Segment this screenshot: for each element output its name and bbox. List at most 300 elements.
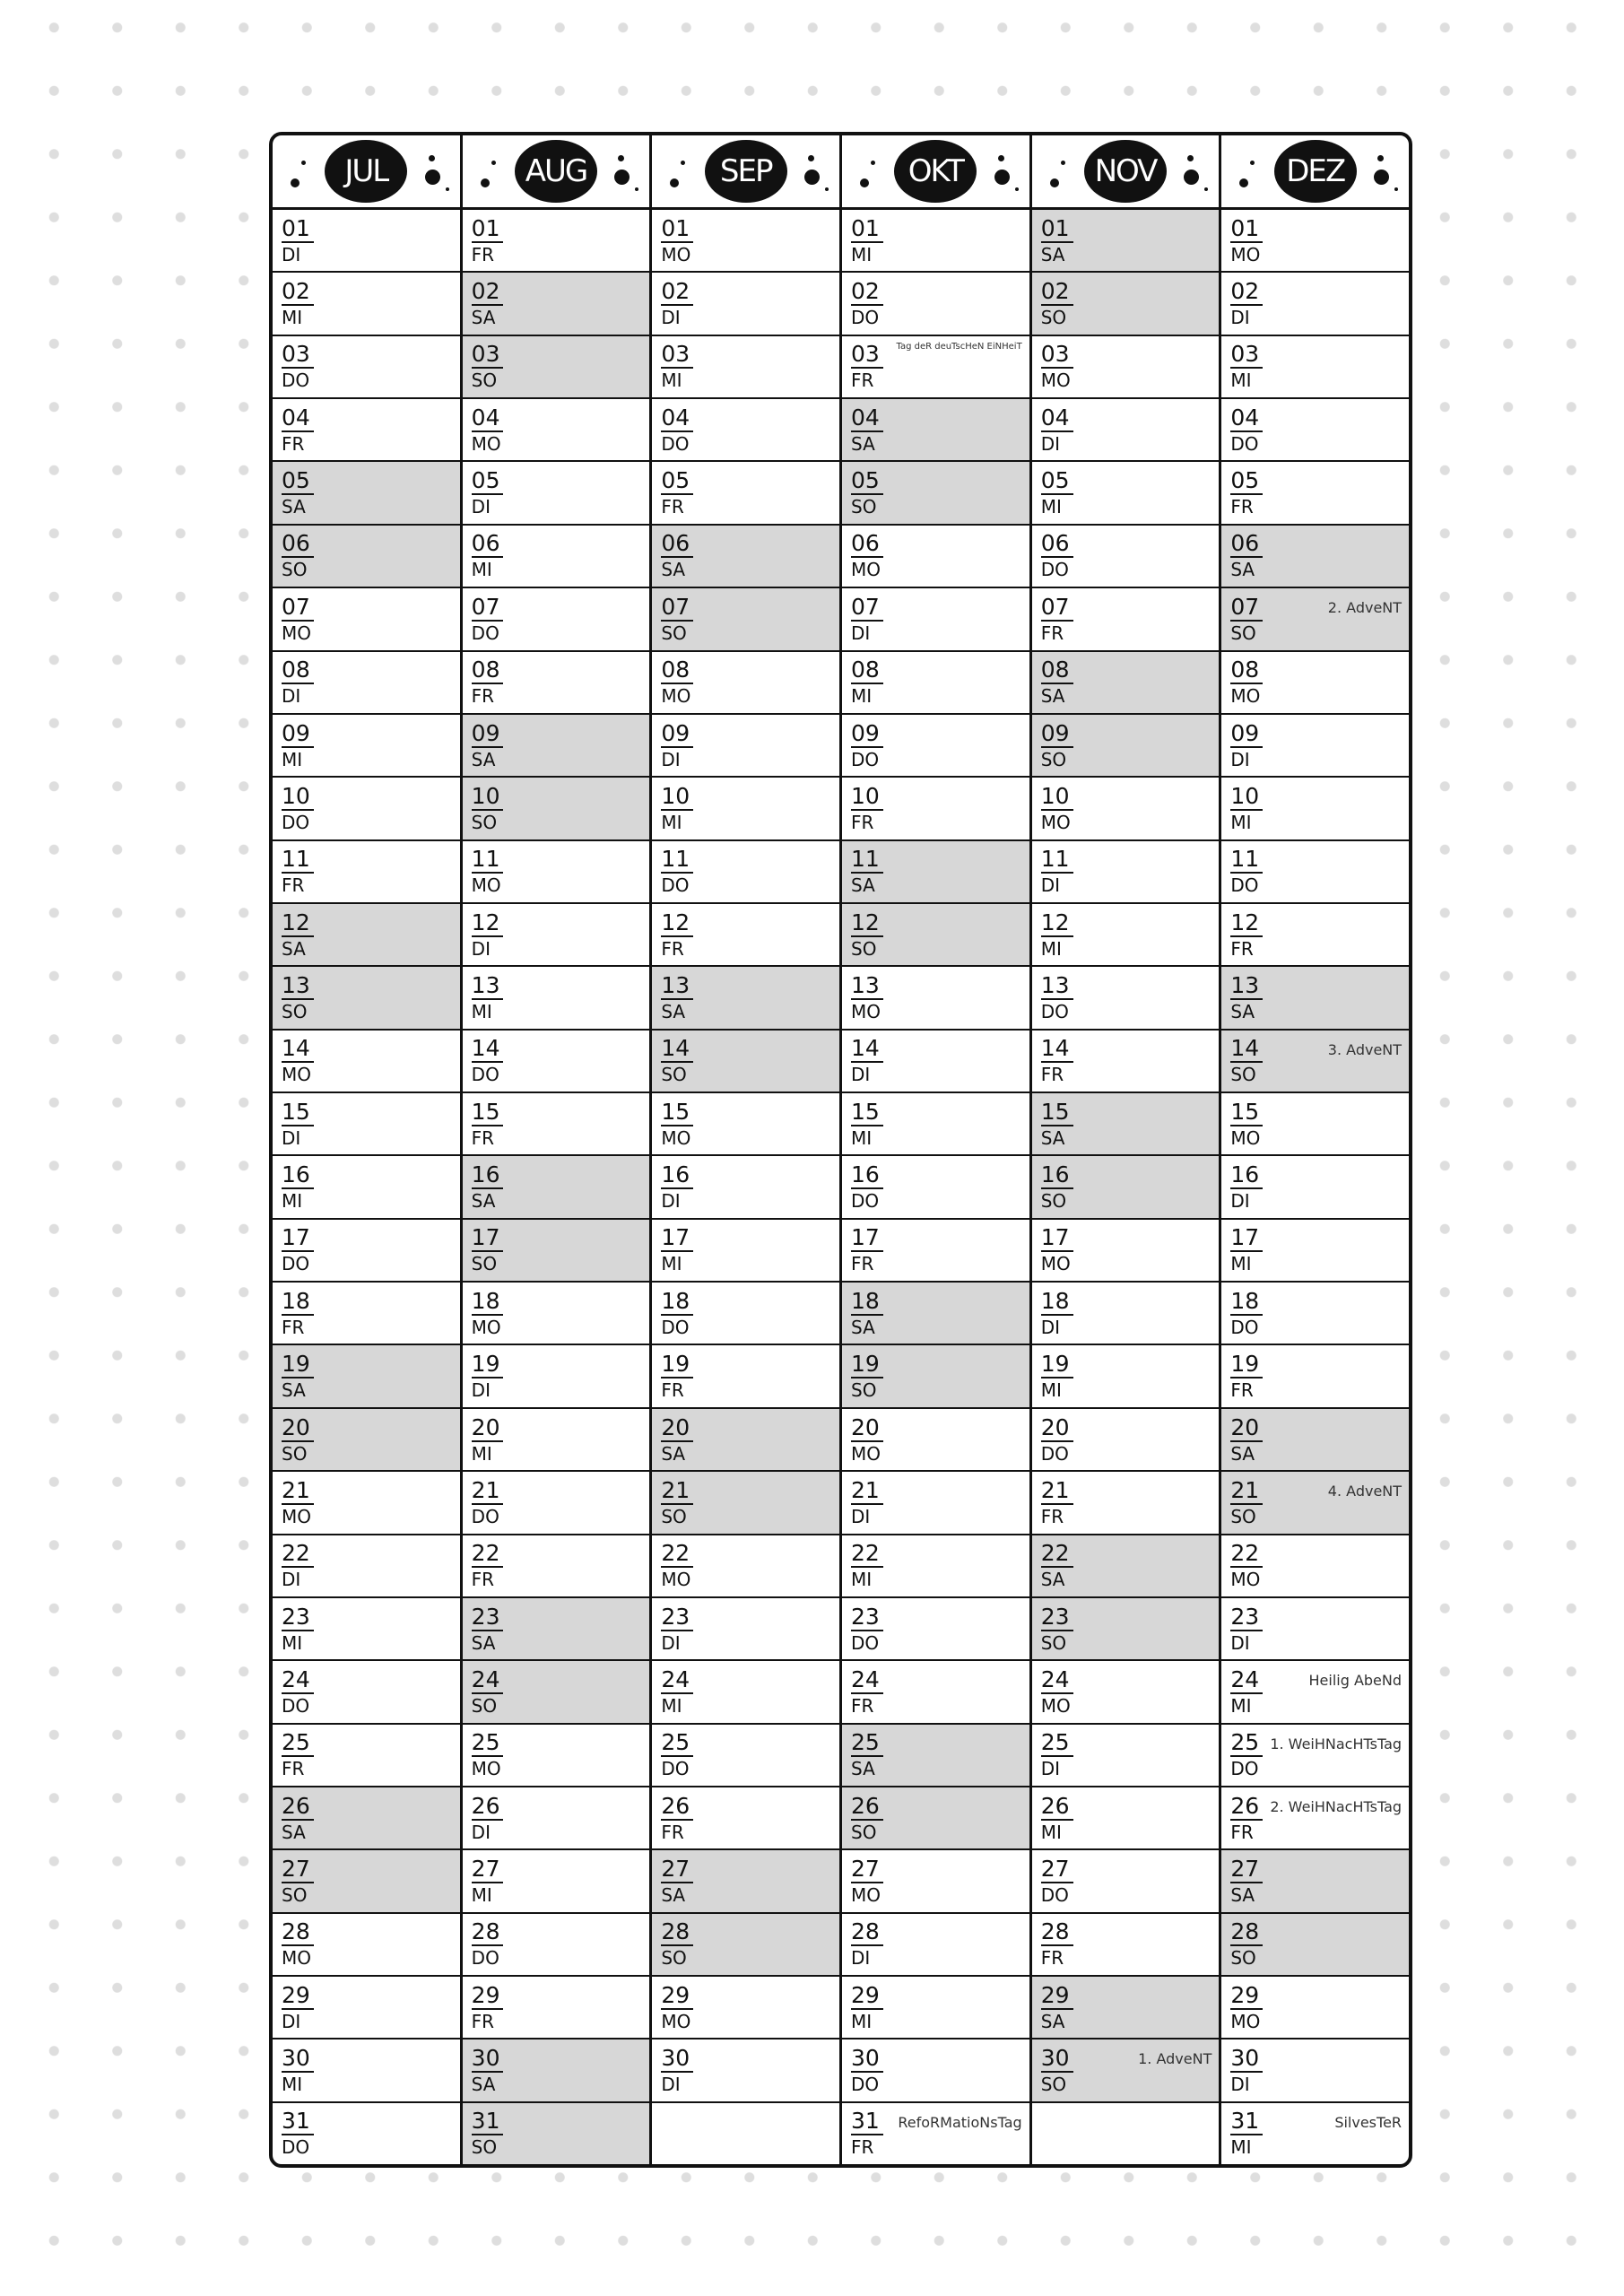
day-row xyxy=(842,336,1029,399)
day-row xyxy=(1032,462,1220,525)
weekday-abbrev: MI xyxy=(1230,370,1252,392)
day-row xyxy=(842,841,1029,904)
day-row xyxy=(1221,1093,1409,1156)
day-number: 29 xyxy=(1230,1983,1263,2010)
day-row xyxy=(1032,1725,1220,1787)
day-row xyxy=(842,1914,1029,1977)
day-row xyxy=(273,588,460,651)
day-row xyxy=(652,1535,839,1598)
day-number: 06 xyxy=(1041,531,1073,558)
day-number: 06 xyxy=(472,531,504,558)
weekday-abbrev: SA xyxy=(661,559,686,581)
weekday-abbrev: MO xyxy=(851,1000,881,1022)
day-number: 18 xyxy=(282,1289,314,1316)
day-list xyxy=(463,210,650,2164)
weekday-abbrev: SO xyxy=(471,370,498,392)
day-row xyxy=(652,1787,839,1850)
day-row xyxy=(1032,1598,1220,1661)
weekday-abbrev: MO xyxy=(1230,685,1261,708)
day-row xyxy=(273,462,460,525)
weekday-abbrev: FR xyxy=(851,811,874,833)
weekday-abbrev: MO xyxy=(851,1442,881,1465)
weekday-abbrev: MO xyxy=(471,874,501,897)
day-number: 20 xyxy=(282,1415,314,1442)
ink-dot-decoration xyxy=(1061,161,1065,165)
ink-dot-decoration xyxy=(860,178,869,187)
day-row xyxy=(842,1409,1029,1472)
day-number: 02 xyxy=(1230,279,1263,306)
day-row xyxy=(463,1283,650,1345)
day-number: 23 xyxy=(1041,1605,1073,1631)
weekday-abbrev: FR xyxy=(282,432,305,455)
weekday-abbrev: DI xyxy=(471,1821,491,1843)
day-number: 25 xyxy=(661,1730,693,1757)
day-list xyxy=(842,210,1029,2164)
weekday-abbrev: FR xyxy=(661,937,684,960)
day-number: 26 xyxy=(282,1794,314,1821)
weekday-abbrev: DI xyxy=(1230,2074,1250,2096)
weekday-abbrev: MI xyxy=(282,748,303,770)
day-number: 22 xyxy=(1041,1541,1073,1568)
day-row xyxy=(842,526,1029,588)
ink-dot-decoration xyxy=(1184,170,1199,185)
day-number: 12 xyxy=(472,910,504,937)
day-row xyxy=(1221,2103,1409,2164)
day-number: 14 xyxy=(282,1036,314,1063)
weekday-abbrev: MI xyxy=(661,1253,682,1275)
weekday-abbrev: DI xyxy=(661,307,681,329)
day-number: 04 xyxy=(851,405,883,432)
day-number: 05 xyxy=(282,468,314,495)
month-header xyxy=(463,135,650,210)
weekday-abbrev: FR xyxy=(1040,1947,1064,1970)
day-number: 01 xyxy=(472,216,504,243)
weekday-abbrev: DI xyxy=(1230,1190,1250,1213)
weekday-abbrev: DO xyxy=(282,1694,310,1717)
day-number: 14 xyxy=(851,1036,883,1063)
weekday-abbrev: DI xyxy=(661,1631,681,1654)
ink-dot-decoration xyxy=(425,170,440,185)
weekday-abbrev: DO xyxy=(1040,559,1069,581)
day-number: 04 xyxy=(1041,405,1073,432)
day-row xyxy=(842,715,1029,778)
day-number: 30 xyxy=(472,2046,504,2073)
weekday-abbrev: DI xyxy=(1230,307,1250,329)
day-number: 21 xyxy=(472,1478,504,1505)
ink-dot-decoration xyxy=(681,161,685,165)
day-list xyxy=(652,210,839,2164)
day-row xyxy=(463,1787,650,1850)
day-number: 27 xyxy=(472,1857,504,1883)
day-row xyxy=(273,652,460,715)
day-number: 11 xyxy=(1041,847,1073,874)
day-row xyxy=(652,715,839,778)
day-number: 28 xyxy=(1041,1919,1073,1946)
weekday-abbrev: DI xyxy=(661,2074,681,2096)
day-number: 11 xyxy=(661,847,693,874)
day-number: 14 xyxy=(1230,1036,1263,1063)
day-row xyxy=(1032,1345,1220,1408)
weekday-abbrev: SO xyxy=(1230,1064,1256,1086)
day-row xyxy=(273,967,460,1030)
day-number: 04 xyxy=(472,405,504,432)
day-row xyxy=(1221,967,1409,1030)
day-number: 30 xyxy=(282,2046,314,2073)
weekday-abbrev: FR xyxy=(851,1694,874,1717)
holiday-note: 4. AdveNT xyxy=(1327,1483,1403,1500)
weekday-abbrev: SA xyxy=(1230,1884,1255,1907)
day-number: 15 xyxy=(472,1100,504,1126)
weekday-abbrev: DI xyxy=(471,937,491,960)
weekday-abbrev: SO xyxy=(1230,622,1256,644)
day-row xyxy=(842,2039,1029,2102)
day-row xyxy=(463,2103,650,2164)
day-number: 29 xyxy=(661,1983,693,2010)
ink-dot-decoration xyxy=(1250,161,1255,165)
day-row xyxy=(1032,1283,1220,1345)
day-row xyxy=(1221,1787,1409,1850)
day-number: 20 xyxy=(1230,1415,1263,1442)
day-row xyxy=(652,1093,839,1156)
day-number: 31 xyxy=(851,2109,883,2135)
weekday-abbrev: SO xyxy=(282,1884,308,1907)
holiday-note: 3. AdveNT xyxy=(1327,1040,1403,1058)
day-row xyxy=(463,1220,650,1283)
day-number: 09 xyxy=(1041,721,1073,748)
weekday-abbrev: SA xyxy=(851,432,875,455)
weekday-abbrev: FR xyxy=(1040,1505,1064,1527)
day-number: 25 xyxy=(1041,1730,1073,1757)
day-row xyxy=(652,652,839,715)
day-number: 27 xyxy=(851,1857,883,1883)
ink-dot-decoration xyxy=(1187,155,1194,161)
weekday-abbrev: DI xyxy=(282,243,301,265)
weekday-abbrev: MI xyxy=(851,243,873,265)
day-number: 20 xyxy=(1041,1415,1073,1442)
weekday-abbrev: DO xyxy=(851,1631,880,1654)
day-number: 01 xyxy=(661,216,693,243)
day-row xyxy=(463,1850,650,1913)
weekday-abbrev: MO xyxy=(1040,811,1071,833)
day-number: 19 xyxy=(1041,1352,1073,1378)
weekday-abbrev: DO xyxy=(282,811,310,833)
weekday-abbrev: DI xyxy=(661,1190,681,1213)
weekday-abbrev: MO xyxy=(1230,2010,1261,2032)
day-number: 15 xyxy=(1230,1100,1263,1126)
day-number: 22 xyxy=(472,1541,504,1568)
ink-dot-decoration xyxy=(481,178,490,187)
weekday-abbrev: SA xyxy=(282,1821,306,1843)
weekday-abbrev: DI xyxy=(471,1379,491,1402)
day-number: 10 xyxy=(282,784,314,811)
weekday-abbrev: SA xyxy=(471,1631,496,1654)
day-row xyxy=(1221,1283,1409,1345)
weekday-abbrev: MI xyxy=(1040,496,1062,518)
day-row xyxy=(1221,2039,1409,2102)
day-row xyxy=(1221,1725,1409,1787)
day-number: 07 xyxy=(851,595,883,622)
day-row xyxy=(273,210,460,273)
day-row xyxy=(1221,336,1409,399)
day-row xyxy=(273,336,460,399)
day-number: 25 xyxy=(472,1730,504,1757)
day-number: 08 xyxy=(661,657,693,684)
weekday-abbrev: SO xyxy=(471,811,498,833)
day-number: 30 xyxy=(1230,2046,1263,2073)
weekday-abbrev: SO xyxy=(471,1694,498,1717)
day-number: 28 xyxy=(472,1919,504,1946)
day-row xyxy=(463,778,650,840)
day-number: 18 xyxy=(472,1289,504,1316)
weekday-abbrev: FR xyxy=(282,874,305,897)
weekday-abbrev: DI xyxy=(471,496,491,518)
month-header xyxy=(842,135,1029,210)
day-number: 17 xyxy=(851,1225,883,1252)
month-column-okt xyxy=(842,135,1032,2164)
day-row xyxy=(1221,1345,1409,1408)
weekday-abbrev: SO xyxy=(851,496,877,518)
weekday-abbrev: SA xyxy=(471,307,496,329)
weekday-abbrev: SA xyxy=(1040,1126,1065,1149)
day-number: 12 xyxy=(282,910,314,937)
day-number: 06 xyxy=(282,531,314,558)
weekday-abbrev: FR xyxy=(851,370,874,392)
day-number: 13 xyxy=(1041,973,1073,1000)
weekday-abbrev: SO xyxy=(661,622,687,644)
weekday-abbrev: SA xyxy=(1230,559,1255,581)
holiday-note: Heilig AbeNd xyxy=(1308,1672,1403,1690)
day-row xyxy=(1221,715,1409,778)
month-name: NOV xyxy=(1084,140,1167,203)
month-column-nov xyxy=(1032,135,1222,2164)
ink-dot-decoration xyxy=(1239,178,1248,187)
day-row xyxy=(463,1598,650,1661)
weekday-abbrev: SO xyxy=(471,1253,498,1275)
weekday-abbrev: DI xyxy=(282,1126,301,1149)
day-number: 10 xyxy=(1041,784,1073,811)
day-number: 22 xyxy=(282,1541,314,1568)
ink-dot-decoration xyxy=(635,187,638,191)
day-number: 22 xyxy=(1230,1541,1263,1568)
weekday-abbrev: DO xyxy=(1230,874,1259,897)
empty-day-row xyxy=(1032,2103,1220,2164)
weekday-abbrev: SO xyxy=(661,1064,687,1086)
ink-dot-decoration xyxy=(1374,170,1389,185)
month-name: JUL xyxy=(325,140,407,203)
day-number: 28 xyxy=(282,1919,314,1946)
month-header xyxy=(273,135,460,210)
day-number: 21 xyxy=(282,1478,314,1505)
day-row xyxy=(1221,1850,1409,1913)
day-number: 06 xyxy=(661,531,693,558)
day-row xyxy=(842,778,1029,840)
day-row xyxy=(273,1850,460,1913)
day-row xyxy=(273,526,460,588)
day-row xyxy=(652,462,839,525)
day-row xyxy=(463,967,650,1030)
day-number: 18 xyxy=(1041,1289,1073,1316)
day-row xyxy=(842,904,1029,967)
weekday-abbrev: FR xyxy=(1040,1064,1064,1086)
day-number: 24 xyxy=(661,1667,693,1694)
weekday-abbrev: MO xyxy=(282,1064,311,1086)
day-row xyxy=(273,1598,460,1661)
day-row xyxy=(1032,1156,1220,1219)
holiday-note: 1. AdveNT xyxy=(1138,2050,1212,2068)
day-number: 28 xyxy=(661,1919,693,1946)
weekday-abbrev: SO xyxy=(282,1442,308,1465)
day-row xyxy=(1221,1661,1409,1724)
day-row xyxy=(842,652,1029,715)
weekday-abbrev: FR xyxy=(851,2136,874,2159)
day-number: 17 xyxy=(661,1225,693,1252)
day-row xyxy=(1221,273,1409,335)
weekday-abbrev: DO xyxy=(471,622,499,644)
day-number: 23 xyxy=(851,1605,883,1631)
day-number: 25 xyxy=(1230,1730,1263,1757)
day-row xyxy=(463,526,650,588)
weekday-abbrev: DO xyxy=(1040,1442,1069,1465)
weekday-abbrev: DO xyxy=(1230,1758,1259,1780)
day-number: 09 xyxy=(661,721,693,748)
day-row xyxy=(273,1661,460,1724)
weekday-abbrev: SA xyxy=(471,2074,496,2096)
day-number: 08 xyxy=(472,657,504,684)
weekday-abbrev: SO xyxy=(1040,1190,1067,1213)
day-number: 10 xyxy=(851,784,883,811)
weekday-abbrev: FR xyxy=(471,1569,495,1591)
weekday-abbrev: MI xyxy=(661,811,682,833)
weekday-abbrev: DI xyxy=(661,748,681,770)
ink-dot-decoration xyxy=(998,155,1004,161)
day-row xyxy=(463,399,650,462)
day-number: 25 xyxy=(282,1730,314,1757)
day-row xyxy=(463,462,650,525)
weekday-abbrev: MO xyxy=(661,1126,691,1149)
weekday-abbrev: MO xyxy=(1230,243,1261,265)
weekday-abbrev: SA xyxy=(282,937,306,960)
holiday-note: Tag deR deuTscHeN EiNHeiT xyxy=(896,341,1022,352)
day-number: 11 xyxy=(851,847,883,874)
day-row xyxy=(842,2103,1029,2164)
day-row xyxy=(463,1093,650,1156)
day-number: 26 xyxy=(1230,1794,1263,1821)
day-row xyxy=(652,1472,839,1535)
day-number: 09 xyxy=(851,721,883,748)
ink-dot-decoration xyxy=(1204,187,1208,191)
day-row xyxy=(652,778,839,840)
day-row xyxy=(1032,715,1220,778)
ink-dot-decoration xyxy=(614,170,630,185)
day-row xyxy=(842,1977,1029,2039)
day-number: 21 xyxy=(1230,1478,1263,1505)
day-number: 11 xyxy=(472,847,504,874)
day-row xyxy=(1032,1093,1220,1156)
day-number: 20 xyxy=(472,1415,504,1442)
weekday-abbrev: MI xyxy=(1230,2136,1252,2159)
weekday-abbrev: SO xyxy=(851,1821,877,1843)
day-number: 02 xyxy=(282,279,314,306)
day-row xyxy=(652,1977,839,2039)
weekday-abbrev: DO xyxy=(851,2074,880,2096)
day-row xyxy=(652,967,839,1030)
weekday-abbrev: SA xyxy=(851,1758,875,1780)
weekday-abbrev: SO xyxy=(1040,2074,1067,2096)
day-number: 26 xyxy=(851,1794,883,1821)
day-row xyxy=(1032,399,1220,462)
day-row xyxy=(652,210,839,273)
weekday-abbrev: MI xyxy=(282,2074,303,2096)
day-row xyxy=(1221,462,1409,525)
day-row xyxy=(463,652,650,715)
weekday-abbrev: SA xyxy=(851,874,875,897)
day-row xyxy=(463,1031,650,1093)
weekday-abbrev: DI xyxy=(851,1505,871,1527)
day-row xyxy=(1032,1850,1220,1913)
day-number: 05 xyxy=(1041,468,1073,495)
day-number: 17 xyxy=(472,1225,504,1252)
weekday-abbrev: SA xyxy=(851,1316,875,1338)
day-row xyxy=(1221,904,1409,967)
day-number: 30 xyxy=(851,2046,883,2073)
day-row xyxy=(1032,904,1220,967)
ink-dot-decoration xyxy=(618,155,624,161)
weekday-abbrev: MI xyxy=(471,1442,492,1465)
day-row xyxy=(1221,1535,1409,1598)
weekday-abbrev: MO xyxy=(851,559,881,581)
day-number: 16 xyxy=(851,1162,883,1189)
day-number: 26 xyxy=(1041,1794,1073,1821)
weekday-abbrev: MO xyxy=(471,432,501,455)
day-row xyxy=(273,399,460,462)
day-row xyxy=(463,1345,650,1408)
day-row xyxy=(273,1156,460,1219)
weekday-abbrev: FR xyxy=(1230,496,1254,518)
day-number: 13 xyxy=(472,973,504,1000)
day-number: 27 xyxy=(1230,1857,1263,1883)
day-row xyxy=(463,715,650,778)
ink-dot-decoration xyxy=(446,187,449,191)
day-number: 24 xyxy=(851,1667,883,1694)
weekday-abbrev: MO xyxy=(1040,370,1071,392)
day-row xyxy=(1032,336,1220,399)
day-number: 01 xyxy=(1230,216,1263,243)
day-number: 24 xyxy=(472,1667,504,1694)
weekday-abbrev: MO xyxy=(661,1569,691,1591)
day-number: 07 xyxy=(1041,595,1073,622)
weekday-abbrev: MI xyxy=(282,307,303,329)
day-row xyxy=(463,1156,650,1219)
day-number: 18 xyxy=(851,1289,883,1316)
weekday-abbrev: MI xyxy=(1040,1821,1062,1843)
day-row xyxy=(652,841,839,904)
weekday-abbrev: SA xyxy=(471,748,496,770)
day-number: 26 xyxy=(472,1794,504,1821)
month-name: AUG xyxy=(515,140,597,203)
weekday-abbrev: MI xyxy=(282,1631,303,1654)
weekday-abbrev: SA xyxy=(661,1000,686,1022)
day-number: 29 xyxy=(472,1983,504,2010)
day-row xyxy=(1221,526,1409,588)
ink-dot-decoration xyxy=(291,178,300,187)
day-number: 07 xyxy=(1230,595,1263,622)
weekday-abbrev: MO xyxy=(661,243,691,265)
day-list xyxy=(1032,210,1220,2164)
day-number: 19 xyxy=(661,1352,693,1378)
day-row xyxy=(1221,1031,1409,1093)
day-row xyxy=(652,336,839,399)
day-row xyxy=(842,1031,1029,1093)
